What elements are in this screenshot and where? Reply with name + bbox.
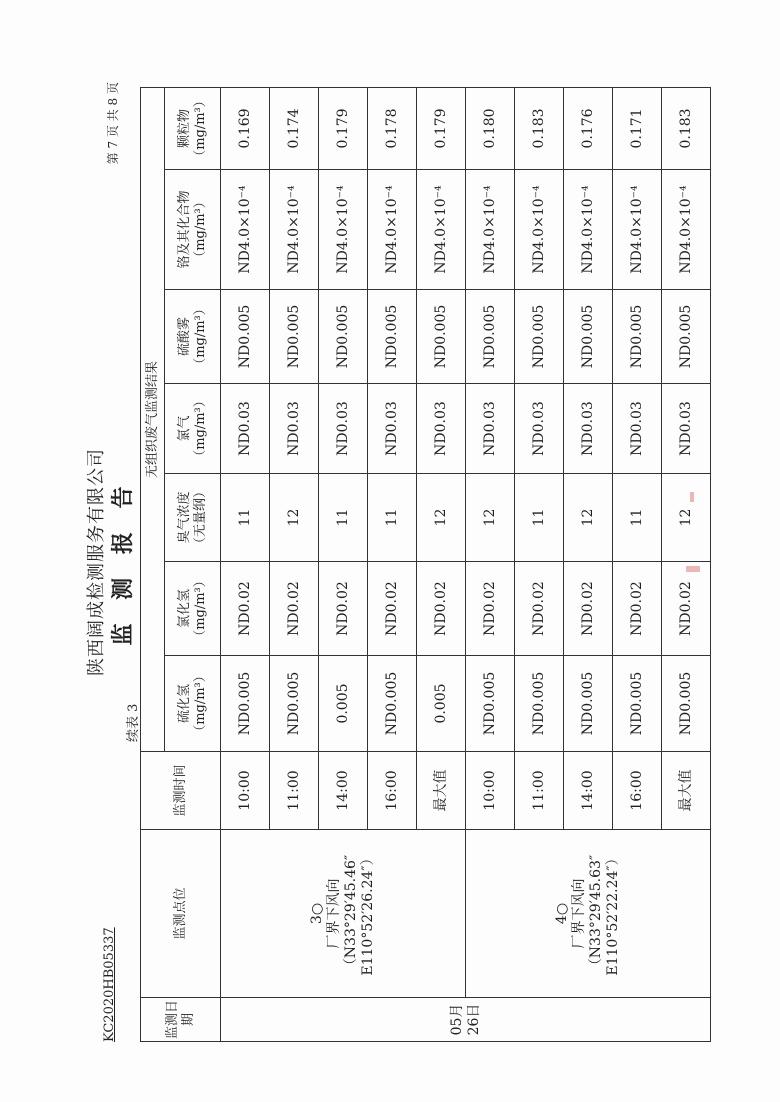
value-cell: ND4.0×10⁻⁴ [662, 170, 711, 290]
scan-mark [690, 492, 694, 502]
value-cell: 0.183 [662, 88, 711, 170]
point-location: 厂界下风向 [571, 878, 588, 949]
value-cell: ND4.0×10⁻⁴ [270, 170, 319, 290]
company-name: 陕西阔成检测服务有限公司 [86, 448, 107, 676]
time-cell: 10:00 [466, 752, 515, 830]
value-cell: ND4.0×10⁻⁴ [515, 170, 564, 290]
value-cell: ND4.0×10⁻⁴ [368, 170, 417, 290]
value-cell: ND0.005 [270, 656, 319, 752]
time-cell: 16:00 [613, 752, 662, 830]
value-cell: 0.174 [270, 88, 319, 170]
point-coord2: E110°52′26.24″） [359, 851, 376, 976]
param-header: 颗粒物 （mg/m³） [165, 88, 221, 170]
value-cell: 12 [564, 474, 613, 562]
value-cell: ND0.03 [221, 384, 270, 474]
param-header: 硫化氢 （mg/m³） [165, 656, 221, 752]
monitoring-results-table [140, 87, 711, 1042]
value-cell: ND0.005 [466, 656, 515, 752]
value-cell: ND4.0×10⁻⁴ [613, 170, 662, 290]
value-cell: ND0.005 [564, 656, 613, 752]
value-cell: ND0.03 [417, 384, 466, 474]
value-cell: ND0.02 [613, 562, 662, 656]
report-title: 监 测 报 告 [110, 478, 136, 646]
value-cell: ND0.005 [417, 290, 466, 384]
value-cell: 0.179 [319, 88, 368, 170]
value-cell: 0.171 [613, 88, 662, 170]
value-cell: ND0.02 [564, 562, 613, 656]
value-cell: ND0.005 [613, 656, 662, 752]
value-cell: ND0.03 [515, 384, 564, 474]
value-cell: 0.169 [221, 88, 270, 170]
value-cell: ND0.03 [662, 384, 711, 474]
table-body [221, 88, 711, 1042]
value-cell: ND4.0×10⁻⁴ [417, 170, 466, 290]
header-group: 无组织废气监测结果 [141, 88, 165, 752]
value-cell: ND0.03 [270, 384, 319, 474]
time-cell: 16:00 [368, 752, 417, 830]
value-cell: ND0.005 [221, 656, 270, 752]
value-cell: 11 [368, 474, 417, 562]
param-header: 臭气浓度 （无量纲） [165, 474, 221, 562]
point-coord1: （N33°29′45.63″ [588, 854, 604, 973]
value-cell: ND0.02 [417, 562, 466, 656]
time-cell: 14:00 [564, 752, 613, 830]
value-cell: ND0.005 [515, 290, 564, 384]
value-cell: 11 [221, 474, 270, 562]
value-cell: ND0.005 [319, 290, 368, 384]
time-cell: 11:00 [270, 752, 319, 830]
value-cell: ND0.03 [564, 384, 613, 474]
date-cell: 05月26日 [221, 998, 711, 1042]
scan-mark [686, 566, 700, 572]
value-cell: 0.176 [564, 88, 613, 170]
value-cell: ND0.02 [319, 562, 368, 656]
value-cell: 0.005 [417, 656, 466, 752]
value-cell: ND4.0×10⁻⁴ [319, 170, 368, 290]
value-cell: ND0.005 [221, 290, 270, 384]
value-cell: ND0.005 [270, 290, 319, 384]
document-number: KC2020HB05337 [102, 927, 117, 1042]
value-cell: ND0.02 [368, 562, 417, 656]
param-header: 氯化氢 （mg/m³） [165, 562, 221, 656]
value-cell: ND0.02 [515, 562, 564, 656]
page-info: 第 7 页 共 8 页 [106, 82, 120, 165]
value-cell: 11 [319, 474, 368, 562]
value-cell: ND0.02 [466, 562, 515, 656]
value-cell: 12 [270, 474, 319, 562]
value-cell: ND0.005 [466, 290, 515, 384]
rotated-report-page [78, 82, 718, 1042]
value-cell: ND4.0×10⁻⁴ [564, 170, 613, 290]
value-cell: 12 [662, 474, 711, 562]
value-cell: 0.179 [417, 88, 466, 170]
value-cell: 0.005 [319, 656, 368, 752]
header-time: 监测时间 [141, 752, 221, 830]
value-cell: ND0.02 [662, 562, 711, 656]
value-cell: ND0.005 [515, 656, 564, 752]
time-cell: 14:00 [319, 752, 368, 830]
param-header: 氯气 （mg/m³） [165, 384, 221, 474]
value-cell: ND0.005 [613, 290, 662, 384]
value-cell: ND0.005 [368, 656, 417, 752]
table-continuation-label: 续表 3 [126, 703, 141, 742]
point-location: 厂界下风向 [326, 878, 343, 949]
table-row [466, 88, 515, 1042]
table-row [221, 88, 270, 1042]
value-cell: ND0.03 [319, 384, 368, 474]
value-cell: ND4.0×10⁻⁴ [221, 170, 270, 290]
point-cell [221, 830, 466, 998]
value-cell: 11 [515, 474, 564, 562]
header-point: 监测点位 [141, 830, 221, 998]
value-cell: 12 [417, 474, 466, 562]
value-cell: 11 [613, 474, 662, 562]
value-cell: 0.183 [515, 88, 564, 170]
value-cell: ND0.02 [221, 562, 270, 656]
time-cell: 11:00 [515, 752, 564, 830]
value-cell: 0.178 [368, 88, 417, 170]
point-cell [466, 830, 711, 998]
value-cell: ND0.005 [662, 656, 711, 752]
value-cell: ND0.005 [368, 290, 417, 384]
value-cell: ND0.02 [270, 562, 319, 656]
time-cell: 最大值 [417, 752, 466, 830]
value-cell: 12 [466, 474, 515, 562]
value-cell: ND0.005 [564, 290, 613, 384]
param-header: 硫酸雾 （mg/m³） [165, 290, 221, 384]
value-cell: ND0.03 [466, 384, 515, 474]
point-name: 3○ [309, 902, 326, 925]
time-cell: 10:00 [221, 752, 270, 830]
point-name: 4○ [554, 902, 571, 925]
value-cell: ND0.03 [368, 384, 417, 474]
header-date: 监测日期 [141, 998, 221, 1042]
value-cell: 0.180 [466, 88, 515, 170]
value-cell: ND0.03 [613, 384, 662, 474]
value-cell: ND0.005 [662, 290, 711, 384]
time-cell: 最大值 [662, 752, 711, 830]
point-coord1: （N33°29′45.46″ [343, 854, 359, 973]
value-cell: ND4.0×10⁻⁴ [466, 170, 515, 290]
point-coord2: E110°52′22.24″） [604, 851, 621, 976]
param-header: 铬及其化合物 （mg/m³） [165, 170, 221, 290]
